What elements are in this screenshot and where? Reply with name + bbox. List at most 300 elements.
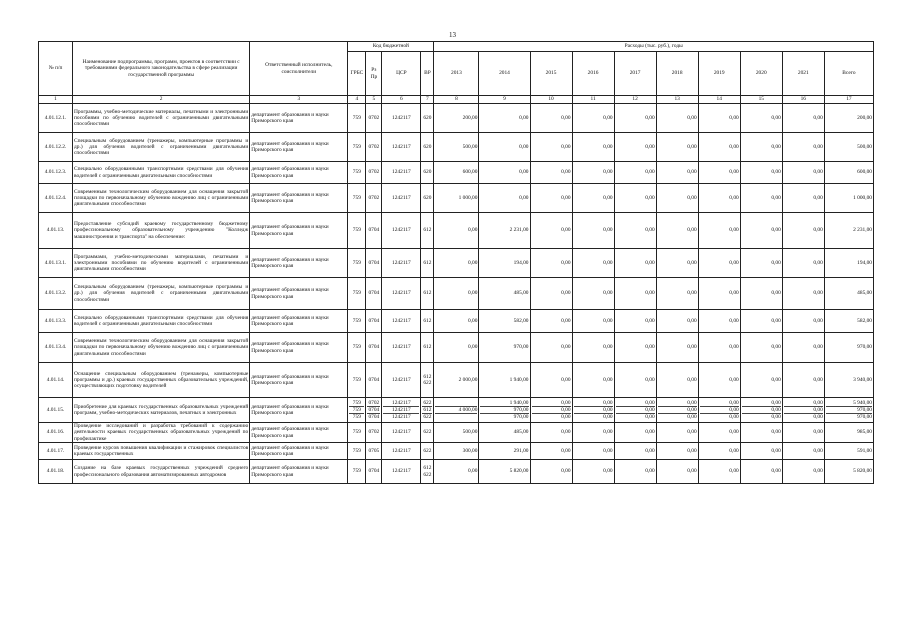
row-number: 4.01.13.1. [39,249,73,278]
row-value: 0,00 [740,333,782,363]
row-value: 0,00 [740,249,782,278]
row-name: Программы, учебно-методические материалы, печатными и электронными пособиями по обучению водителей с ограниченными двигательными способностями [73,104,250,133]
row-number: 4.01.15. [39,398,73,423]
row-value: 500,00 [434,133,479,162]
row-value: 0,00 [698,184,740,213]
row-name: Приобретение для краевых государственных образовательных учреждений программ, учебно-методических материалов, печатных и электронных [73,398,250,423]
row-number: 4.01.14. [39,363,73,398]
row-value: 0,00 [530,310,572,333]
row-value: 0,00 [656,333,698,363]
row-value: 1 000,00 [434,184,479,213]
row-value: 0,00 [572,423,614,443]
row-executor: департамент образования и науки Приморского края [250,443,348,460]
row-grbs: 759 [348,133,366,162]
row-number: 4.01.12.2. [39,133,73,162]
row-executor: департамент образования и науки Приморского края [250,278,348,310]
column-number: 13 [656,96,698,104]
row-value: 0,00 [740,460,782,484]
table-row [39,162,874,184]
row-value: 0,00 [614,213,656,249]
column-number: 17 [824,96,873,104]
row-value: 0,00 [698,278,740,310]
row-value: 0,00 [572,460,614,484]
header-vr: ВР [421,52,434,96]
row-csr: 1242117 [382,423,421,443]
row-value: 0,00 [740,184,782,213]
row-value: 0,00 [698,443,740,460]
row-value [782,398,824,423]
row-total: 582,00 [824,310,873,333]
row-grbs: 759 [348,443,366,460]
row-name: Проведение исследований и разработка требований к содержанию деятельности краевых государственных образовательных учреждений по профилактике [74,423,249,442]
table-row [39,443,874,460]
row-value: 0,00 [782,310,824,333]
row-name: Предоставление субсидий краевому государственному бюджетному профессиональному образовательному учреждению "Колледж машиностроения и транспорта" на обеспечение: [73,213,250,249]
sub-value: 0,00 [742,413,781,420]
sub-value: 0,00 [532,406,571,413]
row-value: 0,00 [572,213,614,249]
row-value: 0,00 [530,443,572,460]
header-year: 2015 [530,52,572,96]
column-number: 10 [530,96,572,104]
row-value: 0,00 [572,443,614,460]
sub-value: 0,00 [700,413,739,420]
column-number: 11 [572,96,614,104]
row-value: 0,00 [782,460,824,484]
row-value: 0,00 [656,423,698,443]
row-value: 0,00 [530,184,572,213]
row-vr: 620 [421,133,434,162]
header-year: 2014 [479,52,530,96]
row-value: 0,00 [656,460,698,484]
row-value: 0,00 [740,133,782,162]
row-value: 0,00 [782,423,824,443]
sub-grbs: 759 [349,413,364,420]
row-number: 4.01.17. [39,443,73,460]
row-name: Оснащение специальным оборудованием (тренажеры, компьютерные программы и др.) краевых государственных образовательных учреждений, осуществляющих подготовку водителей [73,363,250,398]
row-value: 0,00 [656,249,698,278]
sub-vr: 622 [423,414,432,420]
sub-rz: 0702 [368,400,380,406]
row-value: 1 940,00 [479,363,530,398]
row-value: 0,00 [614,423,656,443]
sub-csr: 1242117 [383,413,419,420]
row-value: 0,00 [614,184,656,213]
header-year: 2017 [614,52,656,96]
sub-value: 0,00 [742,406,781,413]
row-value: 0,00 [782,162,824,184]
row-rz: 0704 [366,363,382,398]
sub-grbs: 759 [349,406,364,413]
row-value: 0,00 [740,423,782,443]
sub-csr: 1242117 [392,400,411,406]
column-number: 1 [39,96,73,104]
sub-value: 0,00 [771,400,781,406]
row-value: 0,00 [740,310,782,333]
row-rz: 0704 [366,460,382,484]
row-value: 0,00 [698,310,740,333]
row-number: 4.01.16. [39,423,73,443]
row-value: 0,00 [656,443,698,460]
row-value: 0,00 [530,423,572,443]
table-row [39,278,874,310]
table-row [39,184,874,213]
row-value: 0,00 [572,162,614,184]
row-value: 0,00 [530,363,572,398]
row-value: 0,00 [656,133,698,162]
column-number: 3 [250,96,348,104]
header-executor: Ответственный исполнитель, соисполнители [250,42,348,96]
row-csr: 1242117 [382,249,421,278]
row-grbs: 759 [348,310,366,333]
row-value: 0,00 [656,213,698,249]
sub-csr: 1242117 [383,406,419,413]
sub-value: 0,00 [532,413,571,420]
row-value: 0,00 [656,278,698,310]
header-year: 2016 [572,52,614,96]
row-number: 4.01.12.3. [39,162,73,184]
column-number: 7 [421,96,434,104]
row-csr: 1242117 [382,443,421,460]
row-rz: 0702 [366,184,382,213]
row-rz: 0704 [366,278,382,310]
row-total: 1 000,00 [824,184,873,213]
row-value: 0,00 [530,249,572,278]
row-value: 0,00 [530,460,572,484]
row-value: 0,00 [614,278,656,310]
row-value [434,398,479,423]
table-row [39,460,874,484]
row-grbs: 759 [348,278,366,310]
row-value: 0,00 [434,278,479,310]
column-number: 8 [434,96,479,104]
row-grbs [348,398,366,423]
header-year: 2013 [434,52,479,96]
row-value: 0,00 [656,184,698,213]
row-value: 0,00 [740,363,782,398]
row-value: 0,00 [614,460,656,484]
column-number: 5 [366,96,382,104]
row-value: 0,00 [698,133,740,162]
row-value: 0,00 [740,104,782,133]
row-value: 0,00 [698,249,740,278]
row-vr: 622 [421,423,434,443]
row-value: 0,00 [614,162,656,184]
column-number: 12 [614,96,656,104]
row-value: 0,00 [572,133,614,162]
row-value: 0,00 [782,278,824,310]
row-executor: департамент образования и науки Приморского края [250,363,348,398]
row-total: 2 231,00 [824,213,873,249]
sub-value: 970,00 [826,406,872,413]
column-number: 4 [348,96,366,104]
row-csr [382,398,421,423]
row-total: 200,00 [824,104,873,133]
sub-vr: 612 [423,407,432,413]
row-value: 485,00 [479,423,530,443]
row-total: 194,00 [824,249,873,278]
row-value: 0,00 [434,249,479,278]
table-row [39,423,874,443]
row-value: 0,00 [614,133,656,162]
header-year: 2020 [740,52,782,96]
row-value: 0,00 [614,310,656,333]
row-total: 3 940,00 [824,363,873,398]
row-vr: 612 [421,333,434,363]
header-num: № п/п [39,42,73,96]
sub-grbs: 759 [352,400,361,406]
row-value: 0,00 [782,249,824,278]
page-number: 13 [449,31,456,39]
row-vr: 622 [421,443,434,460]
row-value: 0,00 [530,133,572,162]
row-value: 0,00 [614,363,656,398]
sub-value: 0,00 [784,406,823,413]
row-executor: департамент образования и науки Приморского края [250,423,348,443]
row-vr: 612 [421,278,434,310]
row-value: 0,00 [572,310,614,333]
row-value [656,398,698,423]
table-row [39,310,874,333]
row-total: 591,00 [824,443,873,460]
row-value: 0,00 [782,363,824,398]
sub-value: 970,00 [480,413,528,420]
row-value: 0,00 [698,333,740,363]
column-number: 15 [740,96,782,104]
row-value: 0,00 [698,213,740,249]
row-total: 600,00 [824,162,873,184]
header-year: 2018 [656,52,698,96]
row-csr: 1242117 [382,133,421,162]
row-vr: 620 [421,162,434,184]
row-value: 485,00 [479,278,530,310]
row-rz: 0702 [366,162,382,184]
row-number: 4.01.12.4. [39,184,73,213]
row-value: 0,00 [740,443,782,460]
row-vr: 612 622 [421,460,434,484]
sub-value: 0,00 [700,406,739,413]
sub-value: 0,00 [658,413,697,420]
sub-value: 0,00 [603,400,613,406]
column-number: 6 [382,96,421,104]
row-value: 0,00 [572,333,614,363]
table-body [39,96,874,484]
row-value: 0,00 [782,443,824,460]
header-year: 2019 [698,52,740,96]
sub-value [435,413,477,420]
row-value: 0,00 [530,278,572,310]
row-value: 0,00 [698,104,740,133]
table-row [39,249,874,278]
sub-value: 0,00 [813,400,823,406]
row-value: 300,00 [434,443,479,460]
row-vr: 620 [421,104,434,133]
column-number-row [39,96,874,104]
row-executor: департамент образования и науки Приморского края [250,310,348,333]
budget-table [38,41,874,484]
row-value: 0,00 [572,249,614,278]
row-vr: 612 [421,310,434,333]
sub-value: 0,00 [574,413,613,420]
sub-value: 0,00 [687,400,697,406]
row-executor: департамент образования и науки Приморского края [250,213,348,249]
row-value: 0,00 [572,278,614,310]
row-name: Создание на базе краевых государственных учреждений среднего профессионального образования автоматизированных автодромов [73,460,250,484]
row-executor: департамент образования и науки Приморского края [250,333,348,363]
row-grbs: 759 [348,249,366,278]
sub-value: 0,00 [658,406,697,413]
row-grbs: 759 [348,162,366,184]
row-value: 0,00 [530,104,572,133]
row-vr: 612 [421,249,434,278]
header-budget-code: Код бюджетной [348,42,434,52]
row-value: 0,00 [698,162,740,184]
table-row [39,133,874,162]
sub-value: 0,00 [616,406,655,413]
row-name: Специально оборудованными транспортными средствами для обучения водителей с ограниченными двигательными способностями [73,162,250,184]
row-rz: 0704 [366,249,382,278]
row-number: 4.01.13.2. [39,278,73,310]
sub-value: 0,00 [561,400,571,406]
row-value: 582,00 [479,310,530,333]
row-executor: департамент образования и науки Приморского края [250,398,348,423]
row-rz: 0704 [366,333,382,363]
row-value: 200,00 [434,104,479,133]
row-number: 4.01.13.3. [39,310,73,333]
row-name: Программами, учебно-методическими материалами, печатными и электронными пособиями по обучению водителей с ограниченными двигательными способностями [73,249,250,278]
row-csr: 1242117 [382,460,421,484]
row-total: 485,00 [824,278,873,310]
row-value: 0,00 [656,162,698,184]
row-executor: департамент образования и науки Приморского края [250,133,348,162]
row-value: 194,00 [479,249,530,278]
column-number: 16 [782,96,824,104]
header-expenses: Расходы (тыс. руб.), годы [434,42,874,52]
row-value: 0,00 [656,104,698,133]
row-value: 600,00 [434,162,479,184]
row-csr: 1242117 [382,363,421,398]
row-value [479,398,530,423]
row-value: 0,00 [698,363,740,398]
row-value: 0,00 [479,184,530,213]
row-value: 0,00 [782,104,824,133]
row-name: Современным технологическим оборудованием для оснащения закрытой площадки по первоначальному обучению вождению лиц с ограниченными двигательными способностями [73,333,250,363]
row-total: 5 820,00 [824,460,873,484]
row-value: 0,00 [434,460,479,484]
table-row [39,398,874,423]
row-total: 500,00 [824,133,873,162]
row-value: 0,00 [434,310,479,333]
sub-value: 970,00 [480,406,528,413]
row-number: 4.01.12.1. [39,104,73,133]
row-grbs: 759 [348,184,366,213]
sub-value: 1 940,00 [509,400,529,406]
row-rz: 0705 [366,443,382,460]
row-name: Специальным оборудованием (тренажеры, компьютерные программы и др.) для обучения водителей с ограниченными двигательными способностями [73,278,250,310]
row-value: 0,00 [656,363,698,398]
sub-value: 0,00 [574,406,613,413]
header-name: Наименование подпрограммы, программ, проектов в соответствии с требованиями федерального законодательства в сфере реализации государственной программы [73,42,250,96]
row-grbs: 759 [348,333,366,363]
row-csr: 1242117 [382,104,421,133]
row-value: 291,00 [479,443,530,460]
row-value: 0,00 [656,310,698,333]
sub-value: 0,00 [729,400,739,406]
row-value: 0,00 [479,104,530,133]
row-vr [421,398,434,423]
row-vr: 612 [421,213,434,249]
row-value: 0,00 [614,333,656,363]
row-vr: 612 622 [421,363,434,398]
row-value: 0,00 [572,363,614,398]
row-value: 0,00 [530,162,572,184]
row-value: 0,00 [614,443,656,460]
row-csr: 1242117 [382,310,421,333]
row-value: 0,00 [614,249,656,278]
row-total: 970,00 [824,333,873,363]
row-name: Специально оборудованными транспортными средствами для обучения водителей с ограниченными двигательными способностями [73,310,250,333]
sub-value: 0,00 [784,413,823,420]
row-csr: 1242117 [382,278,421,310]
column-number: 9 [479,96,530,104]
row-rz: 0704 [366,213,382,249]
row-value: 5 820,00 [479,460,530,484]
row-value [740,398,782,423]
sub-rz: 0704 [368,414,380,420]
row-executor: департамент образования и науки Приморского края [250,249,348,278]
row-value: 0,00 [479,133,530,162]
row-number: 4.01.13. [39,213,73,249]
header-csr: ЦСР [382,52,421,96]
row-grbs: 759 [348,104,366,133]
row-value: 0,00 [434,213,479,249]
row-value: 0,00 [782,333,824,363]
row-value: 0,00 [782,213,824,249]
row-value: 0,00 [740,162,782,184]
row-executor: департамент образования и науки Приморского края [250,162,348,184]
row-rz: 0704 [366,310,382,333]
sub-rz: 0704 [368,407,380,413]
table-row [39,213,874,249]
table-row [39,363,874,398]
sub-value: 0,00 [645,400,655,406]
column-number: 2 [73,96,250,104]
row-value: 2 000,00 [434,363,479,398]
row-value: 0,00 [698,460,740,484]
row-value: 0,00 [740,213,782,249]
row-value: 970,00 [479,333,530,363]
header-row-1 [39,42,874,52]
row-total: 985,00 [824,423,873,443]
row-grbs: 759 [348,363,366,398]
row-rz: 0702 [366,104,382,133]
row-value: 0,00 [698,423,740,443]
row-rz: 0702 [366,423,382,443]
row-value: 0,00 [740,278,782,310]
row-value: 0,00 [434,333,479,363]
row-csr: 1242117 [382,333,421,363]
header-grbs: ГРБС [348,52,366,96]
row-value [698,398,740,423]
row-value: 0,00 [479,162,530,184]
row-value: 0,00 [572,104,614,133]
row-value: 500,00 [434,423,479,443]
sub-value: 970,00 [826,413,872,420]
row-name: Проведение курсов повышения квалификации и стажировок специалистов краевых государственных [73,443,250,460]
row-value: 2 231,00 [479,213,530,249]
row-csr: 1242117 [382,213,421,249]
row-value: 0,00 [530,213,572,249]
